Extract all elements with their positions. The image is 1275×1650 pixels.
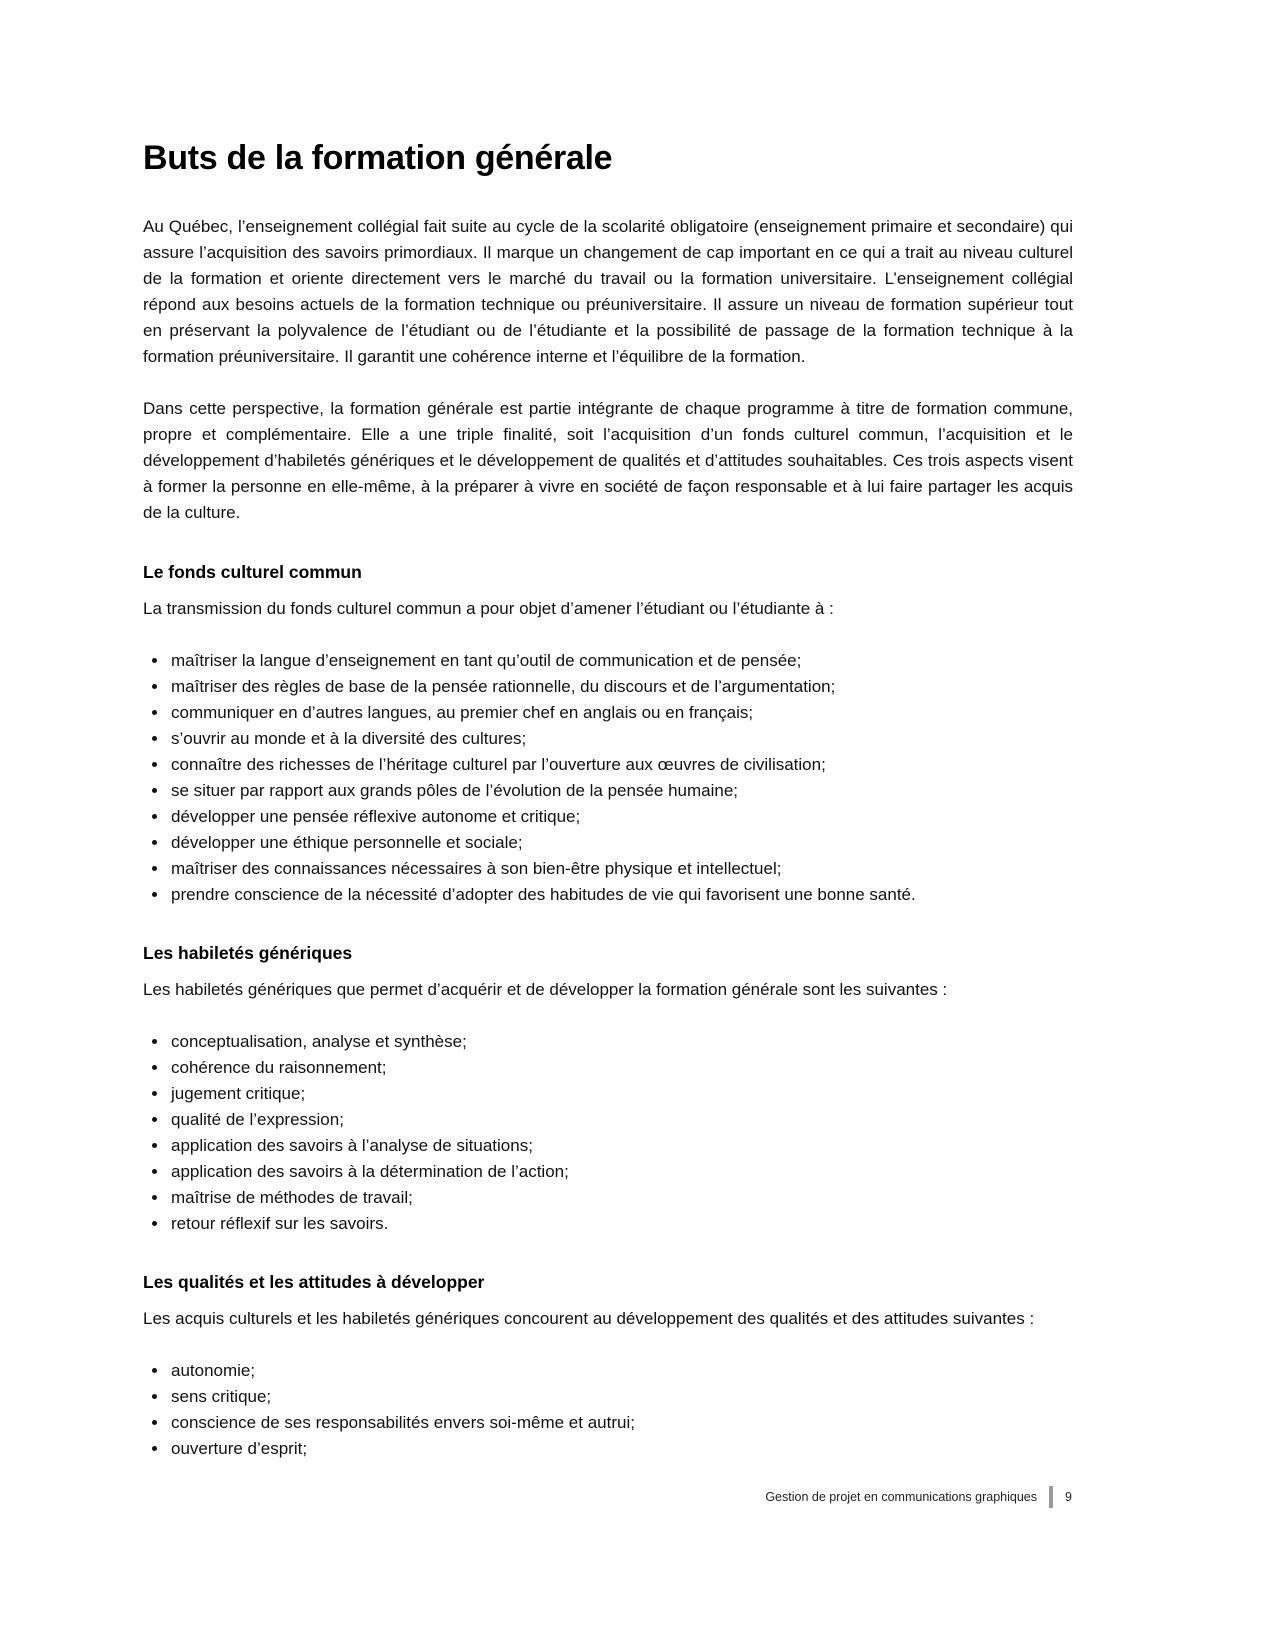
- section-habiletes-generiques: [143, 941, 1073, 1236]
- section-qualites-attitudes: [143, 1270, 1073, 1461]
- page-number: 9: [1065, 1490, 1072, 1504]
- section-heading-fonds-culturel: Le fonds culturel commun: [143, 562, 362, 582]
- bullet-item: • maîtriser la langue d’enseignement en tant qu’outil de communication et de pensée;: [169, 648, 1073, 673]
- bullet-list-qualites: [143, 1358, 1073, 1461]
- bullet-item: • application des savoirs à la détermination de l’action;: [169, 1159, 1073, 1184]
- bullet-item: • développer une éthique personnelle et sociale;: [169, 830, 1073, 855]
- bullet-list-habiletes: [143, 1029, 1073, 1236]
- section-fonds-culturel-commun: [143, 560, 1073, 907]
- intro-paragraph-1: Au Québec, l’enseignement collégial fait suite au cycle de la scolarité obligatoire (enseignement primaire et secondaire) qui assure l’acquisition des savoirs primordiaux. Il marque un changement de cap important en ce qui a trait au niveau culturel de la formation et oriente directement vers le marché du travail ou la formation universitaire. L’enseignement collégial répond aux besoins actuels de la formation technique ou préuniversitaire. Il assure un niveau de formation supérieur tout en préservant la polyvalence de l’étudiant ou de l’étudiante et la possibilité de passage de la formation technique à la formation préuniversitaire. Il garantit une cohérence interne et l’équilibre de la formation.: [143, 217, 1073, 366]
- section-heading-habiletes: Les habiletés génériques: [143, 943, 353, 963]
- page-footer: [765, 1486, 1075, 1508]
- bullet-item: • maîtriser des connaissances nécessaires à son bien-être physique et intellectuel;: [169, 856, 1073, 881]
- bullet-item: • sens critique;: [169, 1384, 1073, 1409]
- bullet-list-fonds-culturel: [143, 648, 1073, 907]
- bullet-item: • développer une pensée réflexive autonome et critique;: [169, 804, 1073, 829]
- bullet-item: • maîtrise de méthodes de travail;: [169, 1185, 1073, 1210]
- bullet-item: • retour réflexif sur les savoirs.: [169, 1211, 1073, 1236]
- bullet-item: • conscience de ses responsabilités envers soi-même et autrui;: [169, 1410, 1073, 1435]
- bullet-item: • maîtriser des règles de base de la pensée rationnelle, du discours et de l’argumentation;: [169, 674, 1073, 699]
- bullet-item: • jugement critique;: [169, 1081, 1073, 1106]
- footer-divider: [1049, 1486, 1053, 1508]
- bullet-item: • connaître des richesses de l’héritage culturel par l’ouverture aux œuvres de civilisation;: [169, 752, 1073, 777]
- footer-text: Gestion de projet en communications graphiques: [765, 1490, 1037, 1504]
- bullet-item: • autonomie;: [169, 1358, 1073, 1383]
- bullet-item: • application des savoirs à l’analyse de situations;: [169, 1133, 1073, 1158]
- section-intro-fonds-culturel: La transmission du fonds culturel commun a pour objet d’amener l’étudiant ou l’étudiante à :: [143, 599, 834, 618]
- bullet-item: • conceptualisation, analyse et synthèse;: [169, 1029, 1073, 1054]
- intro-paragraph-2: Dans cette perspective, la formation générale est partie intégrante de chaque programme à titre de formation commune, propre et complémentaire. Elle a une triple finalité, soit l’acquisition d’un fonds culturel commun, l’acquisition et le développement d’habiletés génériques et le développement de qualités et d’attitudes souhaitables. Ces trois aspects visent à former la personne en elle-même, à la préparer à vivre en société de façon responsable et à lui faire partager les acquis de la culture.: [143, 399, 1073, 522]
- bullet-item: • qualité de l’expression;: [169, 1107, 1073, 1132]
- bullet-item: • prendre conscience de la nécessité d’adopter des habitudes de vie qui favorisent une bonne santé.: [169, 882, 1073, 907]
- bullet-item: • communiquer en d’autres langues, au premier chef en anglais ou en français;: [169, 700, 1073, 725]
- section-intro-habiletes: Les habiletés génériques que permet d’acquérir et de développer la formation générale sont les suivantes :: [143, 980, 948, 999]
- bullet-item: • s’ouvrir au monde et à la diversité des cultures;: [169, 726, 1073, 751]
- bullet-item: • se situer par rapport aux grands pôles de l’évolution de la pensée humaine;: [169, 778, 1073, 803]
- page-title: Buts de la formation générale: [143, 139, 613, 177]
- bullet-item: • ouverture d’esprit;: [169, 1436, 1073, 1461]
- bullet-item: • cohérence du raisonnement;: [169, 1055, 1073, 1080]
- section-intro-qualites: Les acquis culturels et les habiletés génériques concourent au développement des qualités et des attitudes suivantes :: [143, 1309, 1035, 1328]
- section-heading-qualites: Les qualités et les attitudes à développer: [143, 1272, 485, 1292]
